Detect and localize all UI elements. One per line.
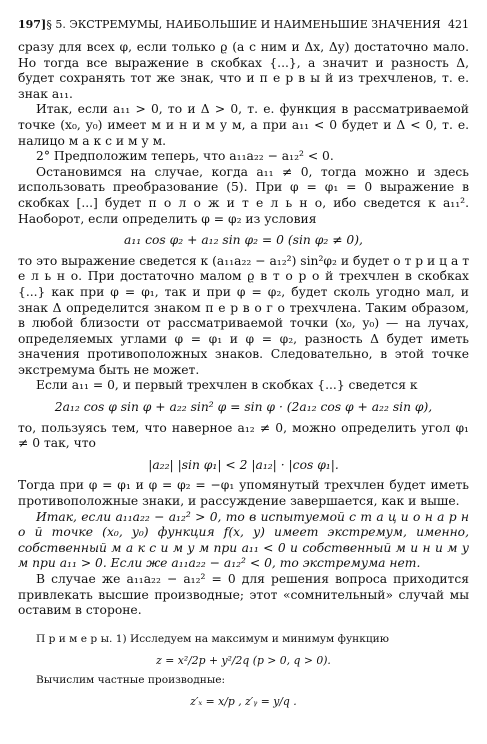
- paragraph-6: Если a₁₁ = 0, и первый трехчлен в скобках {...} сведется к: [36, 378, 418, 393]
- paragraph-10: В случае же a₁₁a₂₂ − a₁₂² = 0 для решения вопроса приходится привлекать высшие производные; этот «сомнительный» случай мы оставим в стороне.: [18, 572, 469, 618]
- derivatives-label: Вычислим частные производные:: [36, 674, 226, 687]
- paragraph-3: 2° Предположим теперь, что a₁₁a₂₂ − a₁₂² < 0.: [36, 149, 334, 164]
- formula-1: a₁₁ cos φ₂ + a₁₂ sin φ₂ = 0 (sin φ₂ ≠ 0),: [124, 233, 363, 248]
- paragraph-8: Тогда при φ = φ₁ и φ = φ₂ = −φ₁ упомянутый трехчлен будет иметь противоположные знаки, и рассуждение завершается, как и выше.: [18, 478, 469, 509]
- formula-5: z′ₓ = x/p , z′ᵧ = y/q .: [190, 694, 297, 708]
- paragraph-4: Остановимся на случае, когда a₁₁ ≠ 0, тогда можно и здесь использовать преобразование (5). При φ = φ₁ = 0 выражение в скобках [...] будет п о л о ж и т е л ь н о, ибо сведется к a₁₁². Наоборот, если определить φ = φ₂ из условия: [18, 164, 469, 226]
- paragraph-1: сразу для всех φ, если только ϱ (а с ним и Δx, Δy) достаточно мало. Но тогда все выражение в скобках {...}, а значит и разность Δ, будет сохранять тот же знак, что и п е р в ы й из трехчленов, т. е. знак a₁₁.: [18, 40, 469, 101]
- examples-intro: П р и м е р ы. 1) Исследуем на максимум и минимум функцию: [36, 632, 389, 645]
- paragraph-2: Итак, если a₁₁ > 0, то и Δ > 0, т. е. функция в рассматриваемой точке (x₀, y₀) имеет м и н и м у м, а при a₁₁ < 0 будет и Δ < 0, т. е. налицо м а к с и м у м.: [18, 102, 469, 148]
- page-label: 197]: [18, 18, 47, 31]
- paragraph-9: Итак, если a₁₁a₂₂ − a₁₂² > 0, то в испытуемой с т а ц и о н а р н о й точке (x₀, y₀) функция f(x, y) имеет экстремум, именно, собственный м а к с и м у м при a₁₁ < 0 и собственный м и н и м у м при a₁₁ > 0. Если же a₁₁a₂₂ − a₁₂² < 0, то экстремума нет.: [18, 509, 469, 571]
- section-title: § 5. ЭКСТРЕМУМЫ, НАИБОЛЬШИЕ И НАИМЕНЬШИЕ ЗНАЧЕНИЯ: [46, 18, 441, 31]
- formula-4: z = x²/2p + y²/2q (p > 0, q > 0).: [156, 653, 331, 667]
- page-body: [18, 40, 469, 716]
- paragraph-7: то, пользуясь тем, что наверное a₁₂ ≠ 0, можно определить угол φ₁ ≠ 0 так, что: [18, 420, 469, 451]
- page-header: [18, 18, 469, 34]
- page-number: 421: [448, 18, 469, 31]
- paragraph-5: то это выражение сведется к (a₁₁a₂₂ − a₁₂²) sin²φ₂ и будет о т р и ц а т е л ь н о. При достаточно малом ϱ в т о р о й трехчлен в скобках {...} как при φ = φ₁, так и при φ = φ₂, будет сколь угодно мал, и знак Δ определится знаком п е р в о г о трехчлена. Таким образом, в любой близости от рассматриваемой точки (x₀, y₀) — на лучах, определяемых углами φ = φ₁ и φ = φ₂, разность Δ будет иметь значения противоположных знаков. Следовательно, в этой точке экстремума быть не может.: [18, 253, 469, 377]
- formula-2: 2a₁₂ cos φ sin φ + a₂₂ sin² φ = sin φ · (2a₁₂ cos φ + a₂₂ sin φ),: [54, 400, 433, 415]
- formula-3: |a₂₂| |sin φ₁| < 2 |a₁₂| · |cos φ₁|.: [148, 457, 339, 472]
